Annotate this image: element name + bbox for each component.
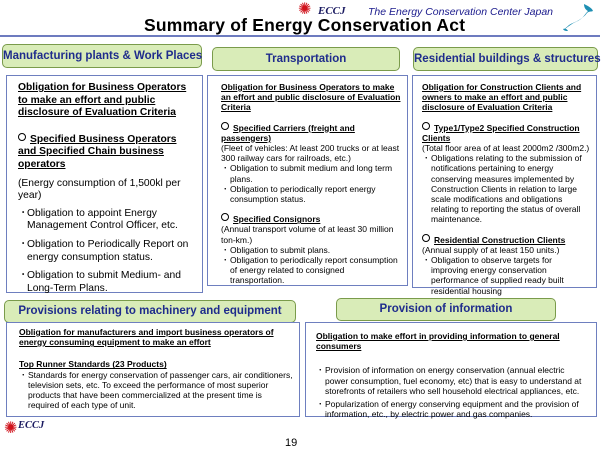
type-clients-bullet: ・ Obligations relating to the submission of notifications pertaining to energy conserving measures implemented by Construction Clients in relation to large scale modifications and obligations relating to reporting the status of overall maintenance.	[431, 153, 590, 224]
carriers-title: Specified Carriers (freight and passengers)	[221, 122, 355, 143]
tab-residential: Residential buildings & structures	[413, 47, 598, 71]
manufacturing-bullet: ・ Obligation to submit Medium- and Long-Term Plans.	[27, 270, 196, 295]
carriers-note: (Fleet of vehicles: At least 200 trucks or at least 300 railway cars for railroads, etc.)	[221, 143, 400, 164]
consignors-bullet: ・ Obligation to submit plans.	[230, 245, 401, 255]
eccj-logo-icon: ✺	[298, 1, 312, 18]
machinery-bullet: ・ Standards for energy conservation of passenger cars, air conditioners, television sets, etc. To exceed the performance of most superior products that have been commercialized at the present time is required of each type of unit.	[28, 370, 293, 411]
information-panel	[305, 322, 597, 420]
circle-icon	[422, 234, 430, 242]
rc-clients-title: Residential Construction Clients	[422, 234, 590, 245]
consignors-bullet: ・ Obligation to periodically report consumption of energy related to consigned transportation.	[230, 255, 401, 286]
page-number: 19	[285, 437, 298, 449]
carriers-bullet: ・ Obligation to submit medium and long term plans.	[230, 163, 401, 183]
manufacturing-sub: Specified Business Operators and Specified Chain business operators	[18, 133, 177, 170]
footer-logo-icon: ✺	[4, 420, 18, 437]
circle-icon	[422, 122, 430, 130]
header-org-name: The Energy Conservation Center Japan	[368, 6, 554, 18]
manufacturing-note: (Energy consumption of 1,500kl per year)	[18, 177, 181, 202]
japan-map-icon	[560, 2, 596, 32]
information-heading: Obligation to make effort in providing information to general consumers	[316, 331, 560, 352]
top-runner-title: Top Runner Standards (23 Products)	[19, 359, 167, 370]
consignors-note: (Annual transport volume of at least 30 million ton-km.)	[221, 224, 394, 245]
manufacturing-bullet: ・ Obligation to appoint Energy Management Control Officer, etc.	[27, 208, 196, 233]
circle-icon	[221, 213, 229, 221]
header-divider	[0, 35, 600, 37]
information-bullet: ・ Popularization of energy conserving equipment and the provision of information, etc., by electric power and gas companies.	[325, 399, 590, 419]
tab-machinery: Provisions relating to machinery and equipment	[4, 300, 296, 323]
circle-icon	[18, 133, 26, 141]
manufacturing-panel	[6, 75, 203, 293]
residential-panel	[412, 75, 597, 296]
machinery-heading: Obligation for manufacturers and import business operators of energy consuming equipment to make an effort	[19, 327, 274, 348]
tab-information: Provision of information	[336, 298, 556, 321]
machinery-panel	[6, 322, 300, 417]
transportation-heading: Obligation for Business Operators to make an effort and public disclosure of Evaluation Criteria	[221, 82, 401, 113]
footer-org-mark: ECCJ	[18, 420, 45, 431]
manufacturing-heading: Obligation for Business Operators to make an effort and public disclosure of Evaluation Criteria	[18, 82, 187, 119]
circle-icon	[221, 122, 229, 130]
page-title: Summary of Energy Conservation Act	[144, 15, 466, 35]
header-org-mark: ECCJ	[318, 5, 346, 17]
tab-transportation: Transportation	[212, 47, 400, 71]
rc-clients-note: (Annual supply of at least 150 units.)	[422, 244, 560, 255]
type-clients-note: (Total floor area of at least 2000m2 /300m2.)	[422, 143, 590, 154]
residential-heading: Obligation for Construction Clients and owners to make an effort and public disclosure of Evaluation Criteria	[422, 82, 582, 113]
rc-clients-bullet: ・ Obligation to observe targets for improving energy conservation performance of supplied ready built residential housing	[431, 255, 590, 296]
consignors-title: Specified Consignors	[221, 213, 401, 224]
carriers-bullet: ・ Obligation to periodically report energy consumption status.	[230, 184, 401, 204]
tab-manufacturing: Manufacturing plants & Work Places	[2, 44, 202, 68]
transportation-panel	[207, 75, 408, 286]
information-bullet: ・ Provision of information on energy conservation (annual electric power consumption, fuel economy, etc) that is easy to understand at storefronts of retailers who sell household electrical appliances, etc.	[325, 365, 590, 396]
manufacturing-bullet: ・ Obligation to Periodically Report on energy consumption status.	[27, 239, 196, 264]
type-clients-title: Type1/Type2 Specified Construction Clients	[422, 122, 580, 143]
